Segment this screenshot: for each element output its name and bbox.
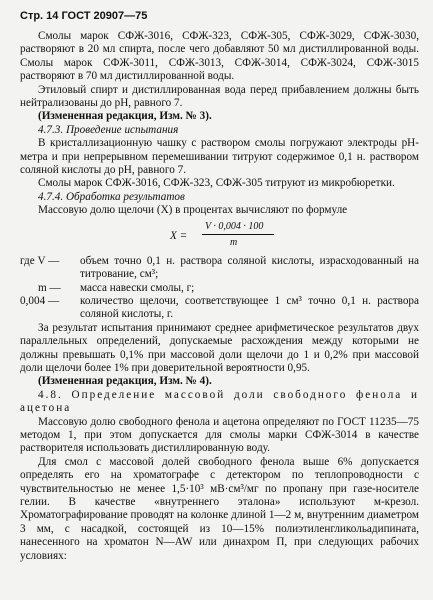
page-header: Стр. 14 ГОСТ 20907—75	[20, 10, 148, 22]
legend-row-0004	[20, 295, 419, 322]
formula-fraction-line	[202, 234, 274, 235]
alkali-formula	[20, 221, 419, 251]
amendment-note-3: (Измененная редакция, Изм. № 3).	[38, 110, 212, 123]
paragraph-microburette: Смолы марок СФЖ-3016, СФЖ-323, СФЖ-305 титруют из микробюретки.	[38, 177, 395, 190]
paragraph-resins-dissolution: Смолы марок СФЖ-3016, СФЖ-323, СФЖ-305, СФЖ-3029, СФЖ-3030, растворяют в 20 мл спирта, после чего добавляют 50 мл дистиллированной воды. Смолы марок СФЖ-3011, СФЖ-3013, СФЖ-3014, СФЖ-3024, СФЖ-3015 растворяют в 70 мл дистиллированной воды.	[20, 30, 419, 83]
legend-row-m	[20, 282, 419, 295]
paragraph-neutralization: Этиловый спирт и дистиллированная вода перед прибавлением должны быть нейтрализованы до pH, равного 7.	[20, 83, 419, 110]
legend-row-v	[20, 255, 419, 282]
legend-term: где V —	[20, 254, 60, 267]
section-4-7-4-heading: 4.7.4. Обработка результатов	[38, 190, 185, 203]
legend-term: m —	[38, 281, 61, 294]
paragraph-gost-method: Массовую долю свободного фенола и ацетона определяют по ГОСТ 11235—75 методом 1, при этом допускается для смолы марки СФЖ-3014 в качестве растворителя использовать дистиллированную воду.	[20, 415, 419, 455]
paragraph-result-criteria: За результат испытания принимают среднее арифметическое результатов двух параллельных определений, допускаемые расхождения между которыми не должны превышать 0,1% при массовой доли щелочи до 1 и 0,2% при массовой доли щелочи более 1% при доверительной вероятности 0,95.	[20, 321, 419, 374]
formula-denominator: m	[230, 236, 238, 248]
formula-legend	[20, 255, 419, 322]
legend-term: 0,004 —	[20, 294, 60, 307]
legend-desc: объем точно 0,1 н. раствора соляной кислоты, израсходованный на титрование, см³;	[80, 254, 419, 281]
section-4-8-heading: 4.8. Определение массовой доли свободного фенола и ацетона	[20, 388, 419, 415]
amendment-note-4: (Измененная редакция, Изм. № 4).	[38, 375, 212, 388]
formula-lhs: X =	[170, 229, 188, 242]
formula-numerator: V · 0,004 · 100	[205, 220, 264, 232]
paragraph-chromatography: Для смол с массовой долей свободного фенола выше 6% допускается определять его на хроматографе с детектором по теплопроводности с чувствительностью не менее 1,5·10³ мВ·см³/мг по пропану при газе-носителе гелии. В качестве «внутреннего эталона» используют м-крезол. Хроматографирование проводят на колонке длиной 1—2 м, внутренним диаметром 3 мм, с насадкой, состоящей из 10—15% полиэтиленгликольадипината, нанесенного на хроматон N—AW или динахром П, при следующих рабочих условиях:	[20, 455, 419, 562]
paragraph-titration: В кристаллизационную чашку с раствором смолы погружают электроды pH-метра и при непрерывном перемешивании титруют содержимое 0,1 н. раствором соляной кислоты до pH, равного 7.	[20, 137, 419, 177]
legend-desc: количество щелочи, соответствующее 1 см³ точно 0,1 н. раствора соляной кислоты, г.	[80, 294, 419, 321]
legend-desc: масса навески смолы, г;	[80, 281, 195, 294]
paragraph-formula-intro: Массовую долю щелочи (X) в процентах вычисляют по формуле	[38, 204, 348, 217]
section-4-7-3-heading: 4.7.3. Проведение испытания	[38, 123, 179, 136]
